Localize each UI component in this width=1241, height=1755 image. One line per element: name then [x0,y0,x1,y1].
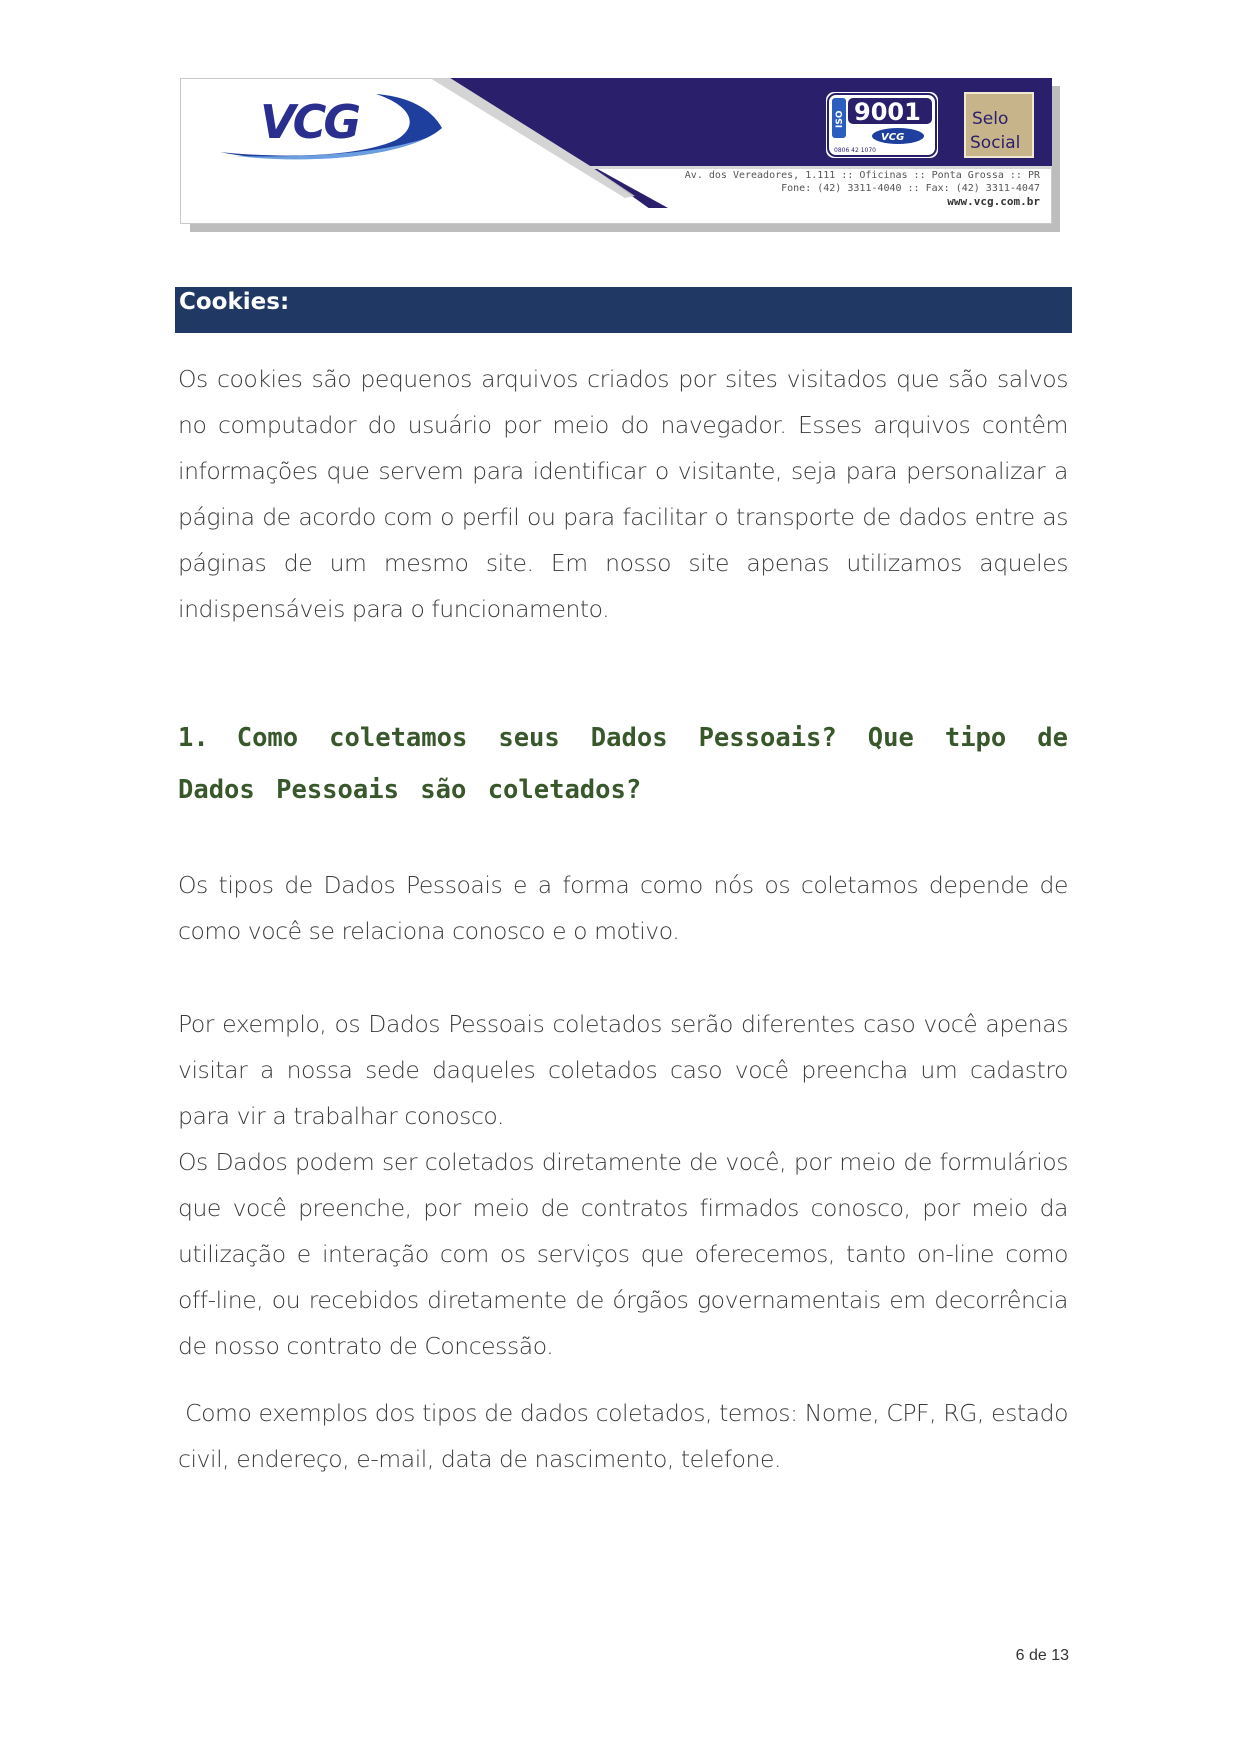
svg-text:VCG: VCG [260,95,359,149]
svg-text:Social: Social [970,133,1021,153]
section-heading [178,712,1068,816]
body-paragraph: Por exemplo, os Dados Pessoais coletados serão diferentes caso você apenas visitar a nossa sede daqueles coletados caso você preencha um cadastro para vir a trabalhar conosco. [178,1010,1068,1130]
website-line: www.vcg.com.br [947,195,1040,208]
iso-9001-seal [826,92,938,158]
body-paragraph: Os tipos de Dados Pessoais e a forma como nós os coletamos depende de como você se relaciona conosco e o motivo. [178,871,1068,945]
section-title: Cookies: [179,289,290,315]
body-paragraph: Os Dados podem ser coletados diretamente de você, por meio de formulários que você preenche, por meio de contratos firmados conosco, por meio da utilização e interação com os serviços que oferecemos, tanto on-line como off-line, ou recebidos diretamente de órgãos governamentais em decorrência de nosso contrato de Concessão. [178,1148,1068,1360]
vcg-logo [216,86,446,168]
heading-text: Como coletamos seus Dados Pessoais? Que tipo de Dados Pessoais são coletados? [178,723,1068,805]
svg-text:9001: 9001 [854,98,921,126]
phone-line: Fone: (42) 3311-4040 :: Fax: (42) 3311-4047 [781,183,1040,194]
heading-number: 1. [178,723,209,753]
address-line: Av. dos Vereadores, 1.111 :: Oficinas :: Ponta Grossa :: PR [684,170,1040,181]
page-number: 6 de 13 [1015,1647,1069,1664]
selo-social-badge [964,92,1034,158]
svg-text:Selo: Selo [972,109,1009,129]
letterhead-shadow [190,224,1060,232]
svg-text:ISO: ISO [835,110,845,128]
company-address [620,169,1040,208]
letterhead [180,78,1060,228]
svg-text:0806 42 1070: 0806 42 1070 [834,147,876,154]
cookies-paragraph: Os cookies são pequenos arquivos criados por sites visitados que são salvos no computador do usuário por meio do navegador. Esses arquivos contêm informações que servem para identificar o visitante, seja para personalizar a página de acordo com o perfil ou para facilitar o transporte de dados entre as páginas de um mesmo site. Em nosso site apenas utilizamos aqueles indispensáveis para o funcionamento. [178,365,1068,623]
body-paragraph: Como exemplos dos tipos de dados coletados, temos: Nome, CPF, RG, estado civil, endereço, e-mail, data de nascimento, telefone. [178,1399,1076,1473]
letterhead-shadow-side [1052,86,1060,232]
section-header-bar [175,287,1072,333]
svg-text:VCG: VCG [881,132,905,143]
